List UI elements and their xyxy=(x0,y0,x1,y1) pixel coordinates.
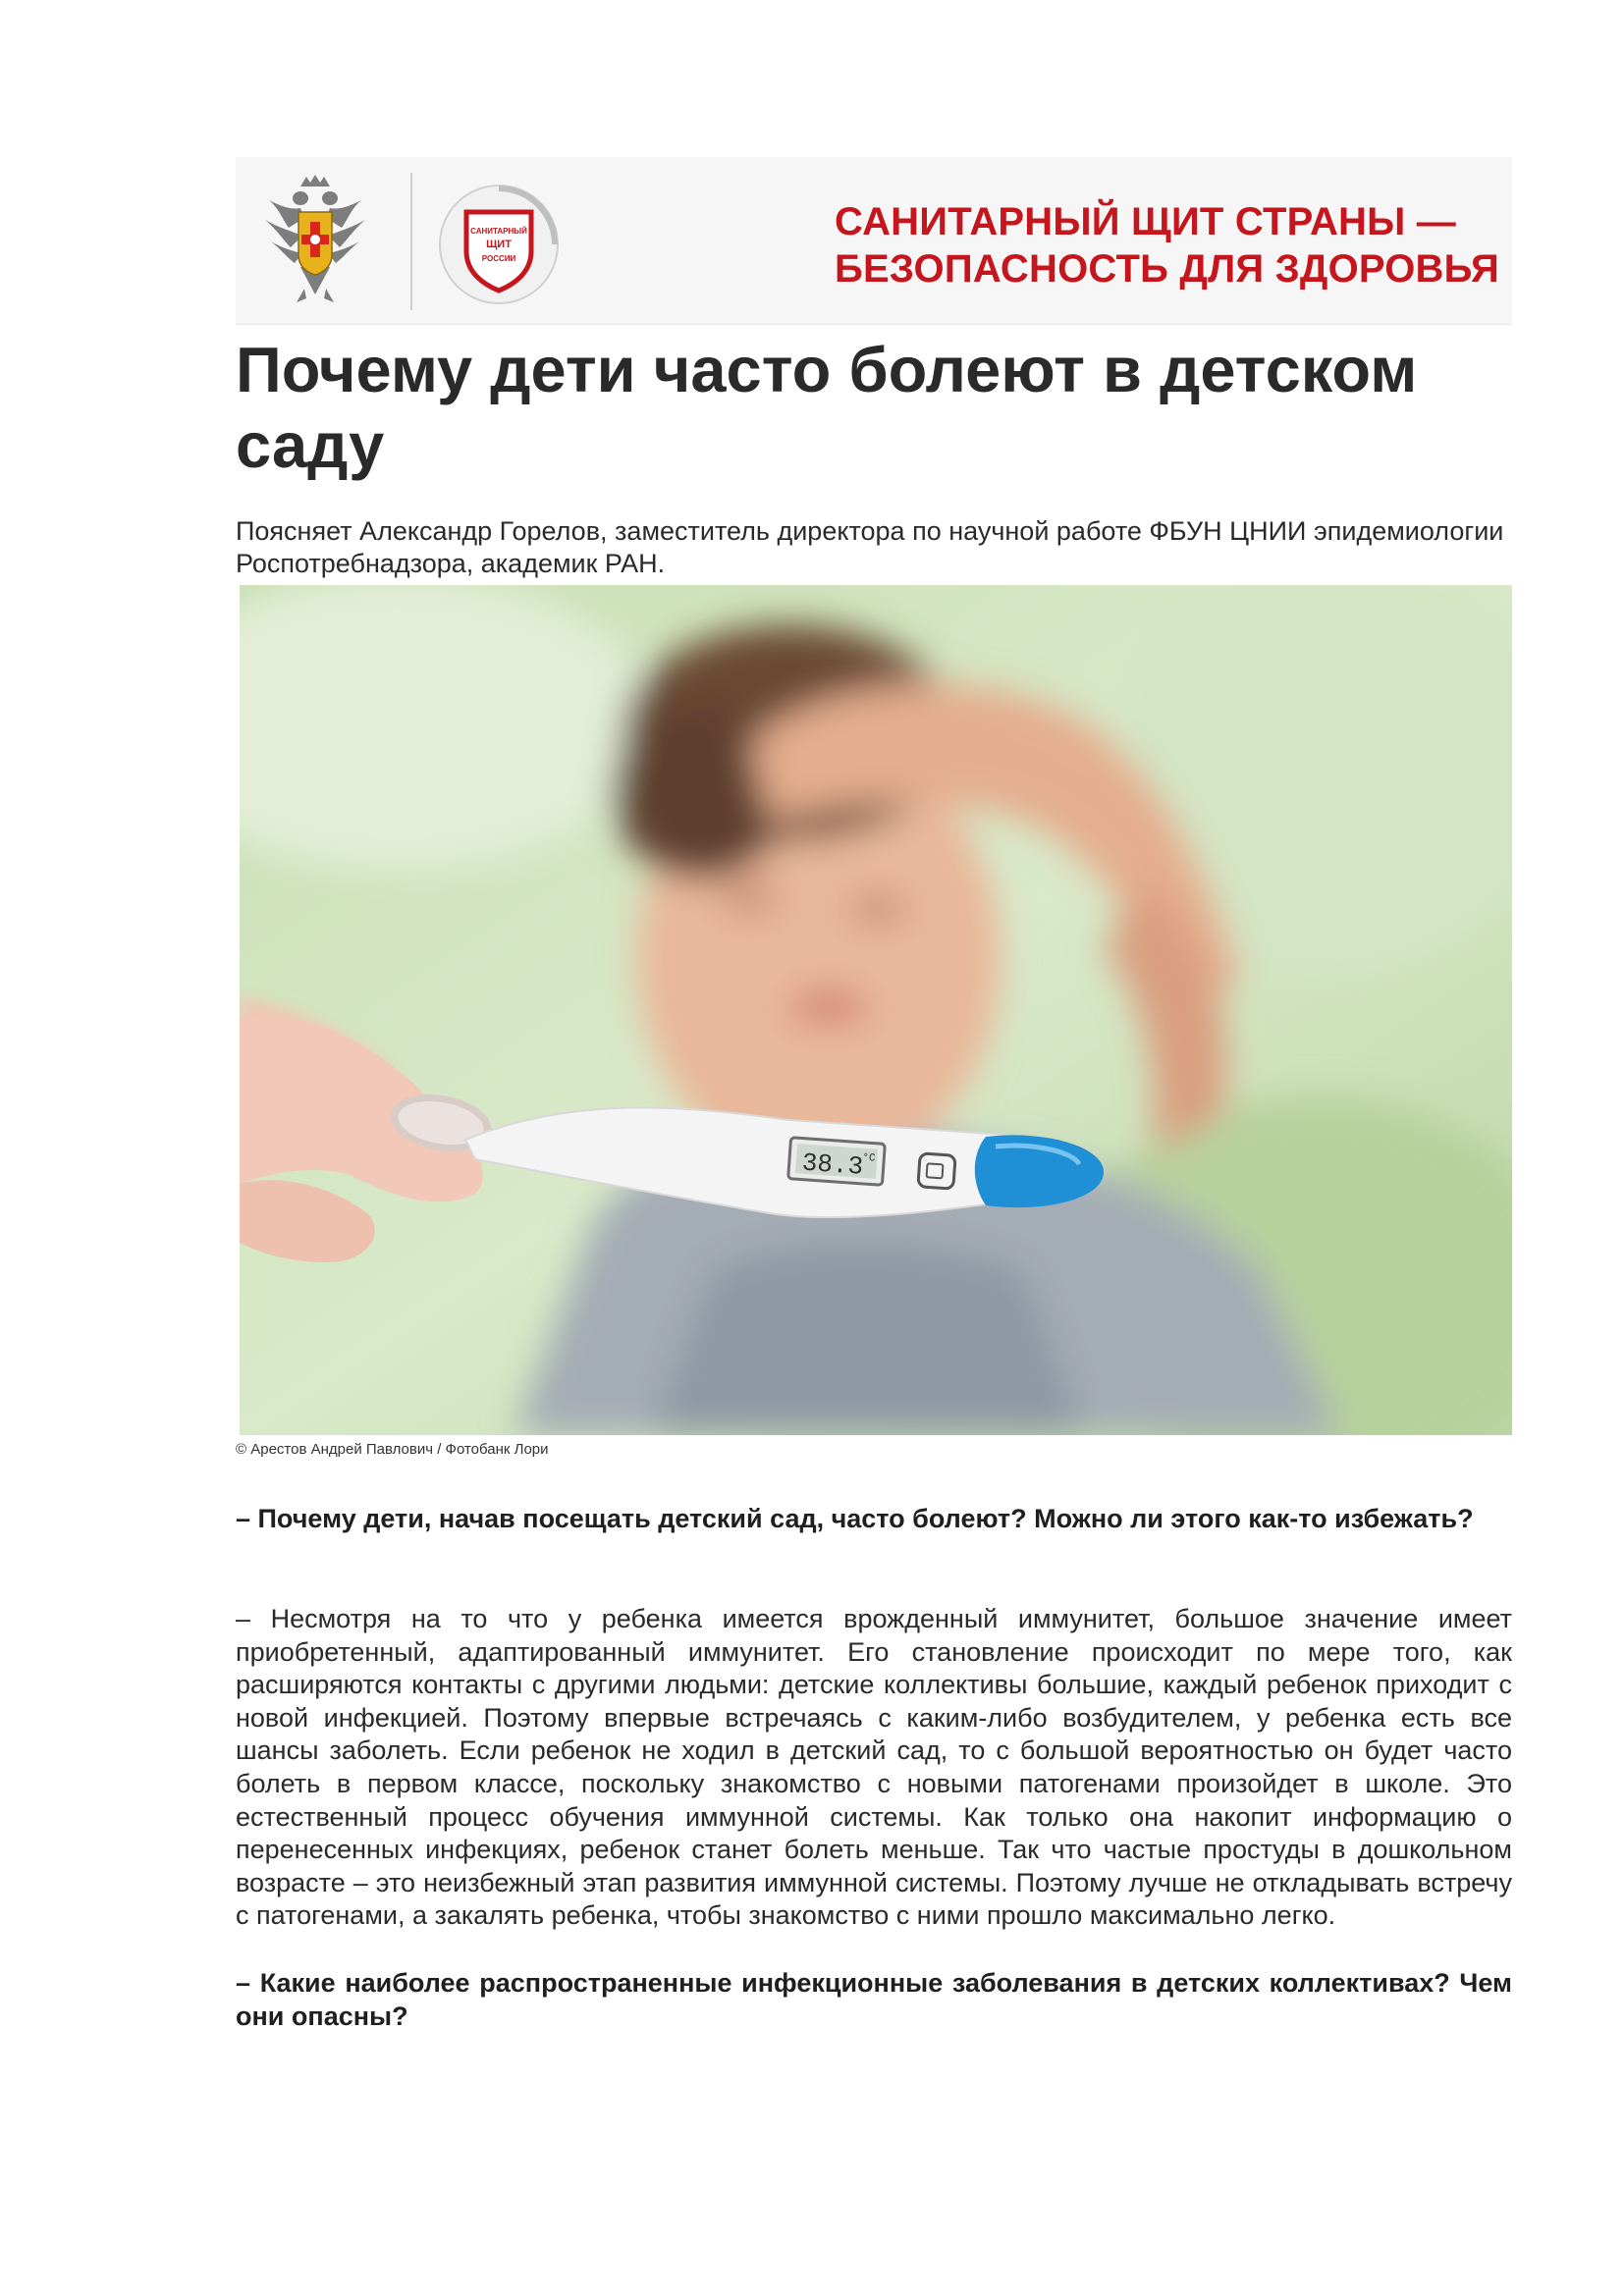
slogan-line-2: БЕЗОПАСНОСТЬ ДЛЯ ЗДОРОВЬЯ xyxy=(835,247,1500,291)
shield-logo-text-1: САНИТАРНЫЙ xyxy=(470,227,527,236)
question-1: – Почему дети, начав посещать детский сад, часто болеют? Можно ли этого как-то избежать? xyxy=(236,1504,1474,1533)
document-page xyxy=(236,157,1512,2031)
photo-credit: © Арестов Андрей Павлович / Фотобанк Лори xyxy=(236,1441,549,1458)
banner-divider xyxy=(410,173,412,310)
sick-child-thermometer-photo xyxy=(240,585,1512,1435)
article-photo xyxy=(240,585,1512,1435)
banner-slogan xyxy=(835,198,1502,293)
slogan-line-1: САНИТАРНЫЙ ЩИТ СТРАНЫ — xyxy=(835,200,1456,243)
article-lead: Поясняет Александр Горелов, заместитель директора по научной работе ФБУН ЦНИИ эпидемиологии Роспотребнадзора, академик РАН. xyxy=(236,516,1504,578)
header-banner xyxy=(236,157,1512,325)
shield-logo-text-2: ЩИТ xyxy=(486,239,512,250)
sanitary-shield-logo-icon xyxy=(437,183,561,306)
double-headed-eagle-emblem-icon xyxy=(261,169,369,306)
thermometer-reading: 38.3 xyxy=(800,1148,865,1182)
answer-1: – Несмотря на то что у ребенка имеется врожденный иммунитет, большое значение имеет приобретенный, адаптированный иммунитет. Его становление происходит по мере того, как расширяются контакты с другими людьми: детские коллективы большие, каждый ребенок приходит с новой инфекцией. Поэтому впервые встречаясь с каким-либо возбудителем, у ребенка есть все шансы заболеть. Если ребенок не ходил в детский сад, то с большой вероятностью он будет часто болеть в первом классе, поскольку знакомство с новыми патогенами произойдет в школе. Это естественный процесс обучения иммунной системы. Как только она накопит информацию о перенесенных инфекциях, ребенок станет болеть меньше. Так что частые простуды в дошкольном возрасте – это неизбежный этап развития иммунной системы. Поэтому лучше не откладывать встречу с патогенами, а закалять ребенка, чтобы знакомство с ними прошло максимально легко. xyxy=(236,1604,1512,1931)
shield-logo-text-3: РОССИИ xyxy=(481,254,516,263)
question-2: – Какие наиболее распространенные инфекционные заболевания в детских коллективах? Чем они опасны? xyxy=(236,1968,1512,2031)
thermometer-unit: °C xyxy=(861,1151,876,1165)
article-title: Почему дети часто болеют в детском саду xyxy=(236,334,1418,481)
